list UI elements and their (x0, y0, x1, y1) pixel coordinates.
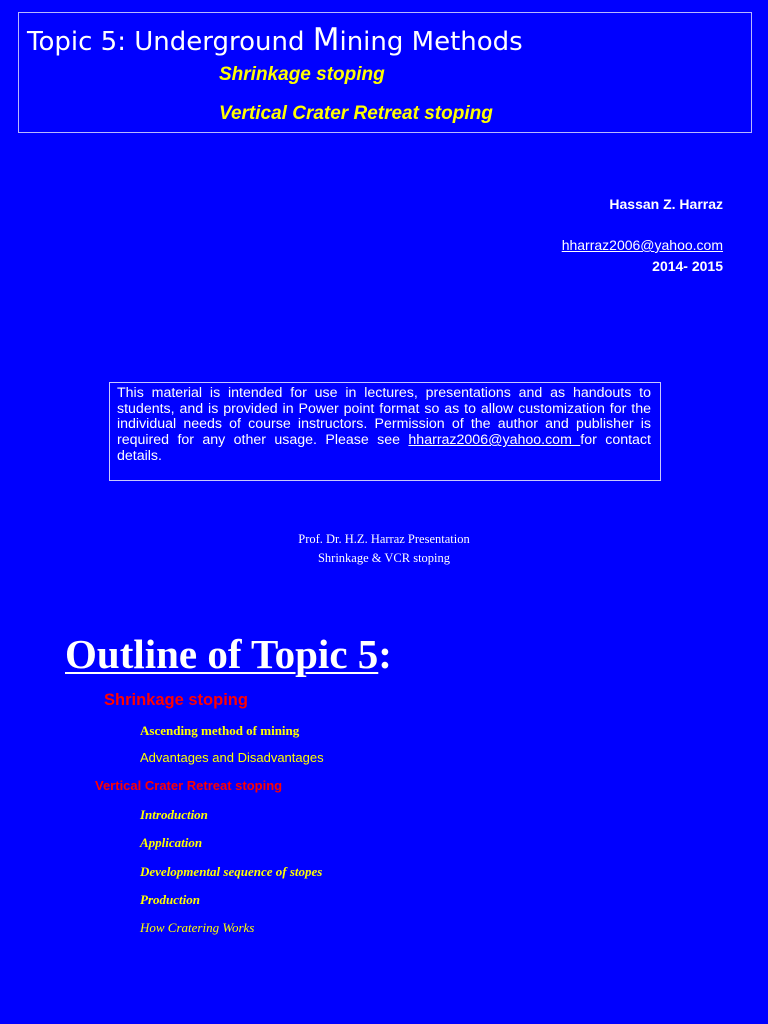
outline-item-ascending: Ascending method of mining (140, 723, 300, 738)
slide-title (27, 22, 523, 58)
outline-item-production: Production (140, 892, 200, 907)
slide-title-prefix: Topic 5: Underground (27, 27, 313, 57)
author-name: Hassan Z. Harraz (609, 196, 723, 212)
slide-title-big-letter: M (312, 22, 340, 58)
usage-notice-text: This material is intended for use in lectures, presentations and as handouts to students, and is provided in Power point format so as to allow customization for the individual needs of course instructors. Permission of the author and publisher is required for any other usage. Please see (117, 385, 651, 449)
outline-item-shrinkage: Shrinkage stoping (104, 691, 248, 709)
footer-course: Shrinkage & VCR stoping (317, 551, 451, 565)
outline-item-development: Developmental sequence of stopes (140, 864, 323, 879)
outline-item-advantages: Advantages and Disadvantages (140, 750, 324, 765)
outline-heading-text: Outline of Topic 5 (65, 631, 379, 677)
usage-notice-email-link[interactable]: hharraz2006@yahoo.com (408, 432, 581, 449)
outline-item-introduction: Introduction (140, 807, 208, 822)
outline-heading (65, 630, 392, 678)
outline-item-application: Application (140, 835, 203, 850)
outline-item-cratering: How Cratering Works (140, 920, 255, 935)
subtitle-vcr: Vertical Crater Retreat stoping (219, 103, 493, 124)
slide-title-suffix: ining Methods (339, 27, 523, 57)
outline-heading-colon: : (378, 631, 392, 677)
subtitle-shrinkage: Shrinkage stoping (219, 64, 385, 85)
footer-presenter: Prof. Dr. H.Z. Harraz Presentation (298, 532, 470, 546)
usage-notice-after: for contact details. (117, 432, 651, 464)
usage-notice (109, 382, 661, 481)
author-years: 2014- 2015 (652, 258, 723, 274)
outline-item-vcr: Vertical Crater Retreat stoping (95, 778, 283, 793)
author-email-link[interactable]: hharraz2006@yahoo.com (561, 237, 723, 253)
